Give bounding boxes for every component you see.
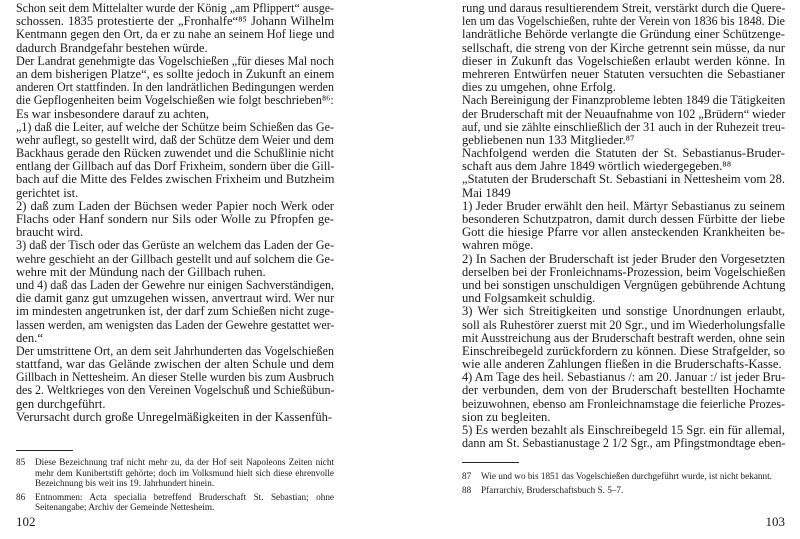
text-line: stattfand, war das Gelände zwischen der alten Schule und dem <box>16 357 334 372</box>
footnote-text: Entnommen: Acta specialia betreffend Bruderschaft St. Sebastian; ohne Seitenangabe; Archiv der Gemeinde Nettesheim. <box>35 491 334 512</box>
text-line: Einschreibegeld zurückfordern zu können. Diese Strafgelder, so <box>462 343 785 358</box>
text-line: Flachs oder Hanf sondern nur Sils oder Wolle zu Pfropfen ge- <box>16 212 334 226</box>
body-text <box>16 2 334 424</box>
footnote-text: Pfarrarchiv, Bruderschaftsbuch S. 5–7. <box>481 484 624 495</box>
footnote-rule <box>462 462 519 463</box>
page-number: 103 <box>765 514 785 529</box>
text-line: Gillbach in Nettesheim. An dieser Stelle wurden bis zum Ausbruch <box>16 370 334 385</box>
footnote <box>16 457 334 489</box>
text-line: lassen werden, am wenigsten das Laden der Gewehre gestattet wer- <box>16 317 335 332</box>
text-line: besonderen Schutzpatron, damit durch dessen Fürbitte der liebe <box>462 212 785 226</box>
text-line: 2) daß zum Laden der Büchsen weder Papier noch Werk oder <box>16 198 334 213</box>
text-line: schossen. 1835 protestierte der „Fronhalfe“⁸⁵ Johann Wilhelm <box>16 14 334 29</box>
text-line: wehre geschieht an der Gillbach gestellt und auf solchem die Ge- <box>16 251 334 266</box>
text-line: Backhaus gerade den Rücken zuwendet und die Schußlinie nicht <box>16 146 334 161</box>
text-line: der Bruderschaft mit der Neuaufnahme von 102 „Brüdern“ wieder <box>462 106 786 121</box>
text-line: auf, und sie zählte einschließlich der 31 auch in der Ruhezeit treu- <box>462 119 785 134</box>
text-line: sellschaft, die streng von der Kirche getrennt sein müsse, da nur <box>462 40 785 55</box>
right-page <box>400 0 800 539</box>
text-line: entlang der Gillbach auf das Dorf Frixheim, sondern über die Gill- <box>16 159 335 174</box>
text-line: Gott die hiesige Pfarre vor allen ansteckenden Krankheiten be- <box>462 225 785 240</box>
text-line: die damit ganz gut umzugehen wissen, anvertraut wird. Wer nur <box>16 291 335 306</box>
text-line: der verbunden, dem von der Bruderschaft bestellten Hochamte <box>462 383 785 398</box>
text-line: dieser in Zukunft das Vogelschießen erlaubt werden könne. In <box>462 53 785 68</box>
text-line: Es war insbesondere darauf zu achten, <box>16 106 210 121</box>
text-line: gen durchgeführt. <box>16 396 106 411</box>
text-line: Kentmann gegen den Ort, da er zu nahe an seinem Hof liege und <box>16 27 335 42</box>
footnotes <box>462 471 785 498</box>
footnote-text: Diese Bezeichnung traf nicht mehr zu, da der Hof seit Napoleons Zeiten nicht mehr dem Kunibertstift gehörte; doch im Volksmund hielt sich diese ehrenvolle Bezeichnung bis weit ins 19. Jahrhundert hinein. <box>35 457 334 488</box>
text-line: schaft aus dem Jahre 1849 wörtlich wiedergegeben.⁸⁸ <box>462 159 732 174</box>
text-line: Mai 1849 <box>462 185 511 200</box>
text-line: soll als Ruhestörer zuerst mit 20 Sgr., und im Wiederholungsfalle <box>462 317 786 332</box>
text-line: dadurch Brandgefahr bestehen würde. <box>16 40 208 55</box>
text-line: und Folgsamkeit schuldig. <box>462 291 596 306</box>
page-number: 102 <box>16 514 36 529</box>
text-line: Schon seit dem Mittelalter wurde der König „am Pflippert“ ausge- <box>16 1 334 15</box>
text-line: wehr auflegt, so gestellt wird, daß der Schütze dem Weier und dem <box>16 132 334 147</box>
footnote-number: 88 <box>462 484 472 495</box>
text-line: wehre mit der Mündung nach der Gillbach ruhen. <box>16 264 266 279</box>
text-line: 3) daß der Tisch oder das Gerüste an welchem das Laden der Ge- <box>16 238 334 253</box>
footnotes <box>16 457 334 516</box>
text-line: bach auf die Mitte des Feldes zwischen Frixheim und Butzheim <box>16 172 335 187</box>
footnote-text: Wie und wo bis 1851 das Vogelschießen durchgeführt wurde, ist nicht bekannt. <box>481 471 772 481</box>
text-line: wahren möge. <box>462 238 534 253</box>
text-line: die Gepflogenheiten beim Vogelschießen wie folgt beschrieben⁸⁶: <box>16 93 334 108</box>
text-line: 2) In Sachen der Bruderschaft ist jeder Bruder den Vorgesetzten <box>462 251 785 266</box>
text-line: „1) daß die Leiter, auf welche der Schütze beim Schießen das Ge- <box>16 119 334 134</box>
text-line: des 2. Weltkrieges von den Vereinen Vogelschuß und Schießübun- <box>16 383 335 398</box>
text-line: mit Ausstreichung aus der Bruderschaft bestraft werden, ohne sein <box>462 330 785 345</box>
footnote <box>462 485 785 496</box>
footnote-rule <box>16 450 73 451</box>
text-line: dies zu umgehen, ohne Erfolg. <box>462 80 616 95</box>
text-line: landrätliche Behörde verlangte die Gründung einer Schützenge- <box>462 27 785 42</box>
footnote-number: 85 <box>16 457 26 467</box>
text-line: 5) Es werden bezahlt als Einschreibegeld 15 Sgr. ein für allemal, <box>462 423 785 437</box>
text-line: an dem bisherigen Platze“, es sollte jedoch in Zukunft an einem <box>16 66 335 81</box>
footnote <box>462 471 785 482</box>
text-line: gerichtet ist. <box>16 185 79 200</box>
text-line: beizuwohnen, ebenso am Fronleichnamstage die feierliche Prozes- <box>462 396 786 411</box>
text-line: 4) Am Tage des heil. Sebastianus /: am 20. Januar :/ ist jeder Bru- <box>462 370 786 385</box>
text-line: braucht wird. <box>16 225 84 240</box>
text-line: Nachfolgend werden die Statuten der St. Sebastianus-Bruder- <box>462 146 785 161</box>
text-line: „Statuten der Bruderschaft St. Sebastiani in Nettesheim vom 28. <box>462 172 785 187</box>
text-line: wie alle anderen Zahlungen fließen in die Bruderschafts-Kasse. <box>462 357 782 372</box>
text-line: anderen Ort stattfinden. In den landrätlichen Bedingungen werden <box>16 80 334 95</box>
text-line: Nach Bereinigung der Finanzprobleme lebten 1849 die Tätigkeiten <box>462 93 786 108</box>
text-line: dann am St. Sebastianustage 2 1/2 Sgr., am Pfingstmondtage eben- <box>462 436 786 451</box>
text-line: gebliebenen nun 133 Mitglieder.⁸⁷ <box>462 132 635 147</box>
text-line: Verursacht durch große Unregelmäßigkeiten in der Kassenfüh- <box>16 409 333 424</box>
text-line: sion zu begleiten. <box>462 409 551 424</box>
text-line: mehreren Entwürfen neuer Statuten versuchten die Sebastianer <box>462 66 785 81</box>
text-line: den.“ <box>16 330 43 345</box>
text-line: im mindesten angetrunken ist, der darf zum Schießen nicht zuge- <box>16 304 335 319</box>
text-line: len um das Vogelschießen, ruhte der Verein von 1836 bis 1848. Die <box>462 14 785 29</box>
text-line: Der umstrittene Ort, an dem seit Jahrhunderten das Vogelschießen <box>16 343 334 358</box>
body-text <box>462 2 785 450</box>
text-line: und 4) daß das Laden der Gewehre nur einigen Sachverständigen, <box>16 277 334 292</box>
text-line: Der Landrat genehmigte das Vogelschießen „für dieses Mal noch <box>16 53 334 68</box>
text-line: rung und daraus resultierendem Streit, verstärkt durch die Quere- <box>462 1 786 15</box>
text-line: 1) Jeder Bruder erwählt den heil. Märtyr Sebastianus zu seinem <box>462 198 785 213</box>
text-line: und bei sonstigen unschuldigen Vergnügen gebührende Achtung <box>462 277 786 292</box>
text-line: derselben bei der Fronleichnams-Prozession, beim Vogelschießen <box>462 264 786 279</box>
footnote-number: 86 <box>16 491 26 502</box>
footnote <box>16 492 334 513</box>
footnote-number: 87 <box>462 471 472 481</box>
text-line: 3) Wer sich Streitigkeiten und sonstige Unordnungen erlaubt, <box>462 304 785 319</box>
